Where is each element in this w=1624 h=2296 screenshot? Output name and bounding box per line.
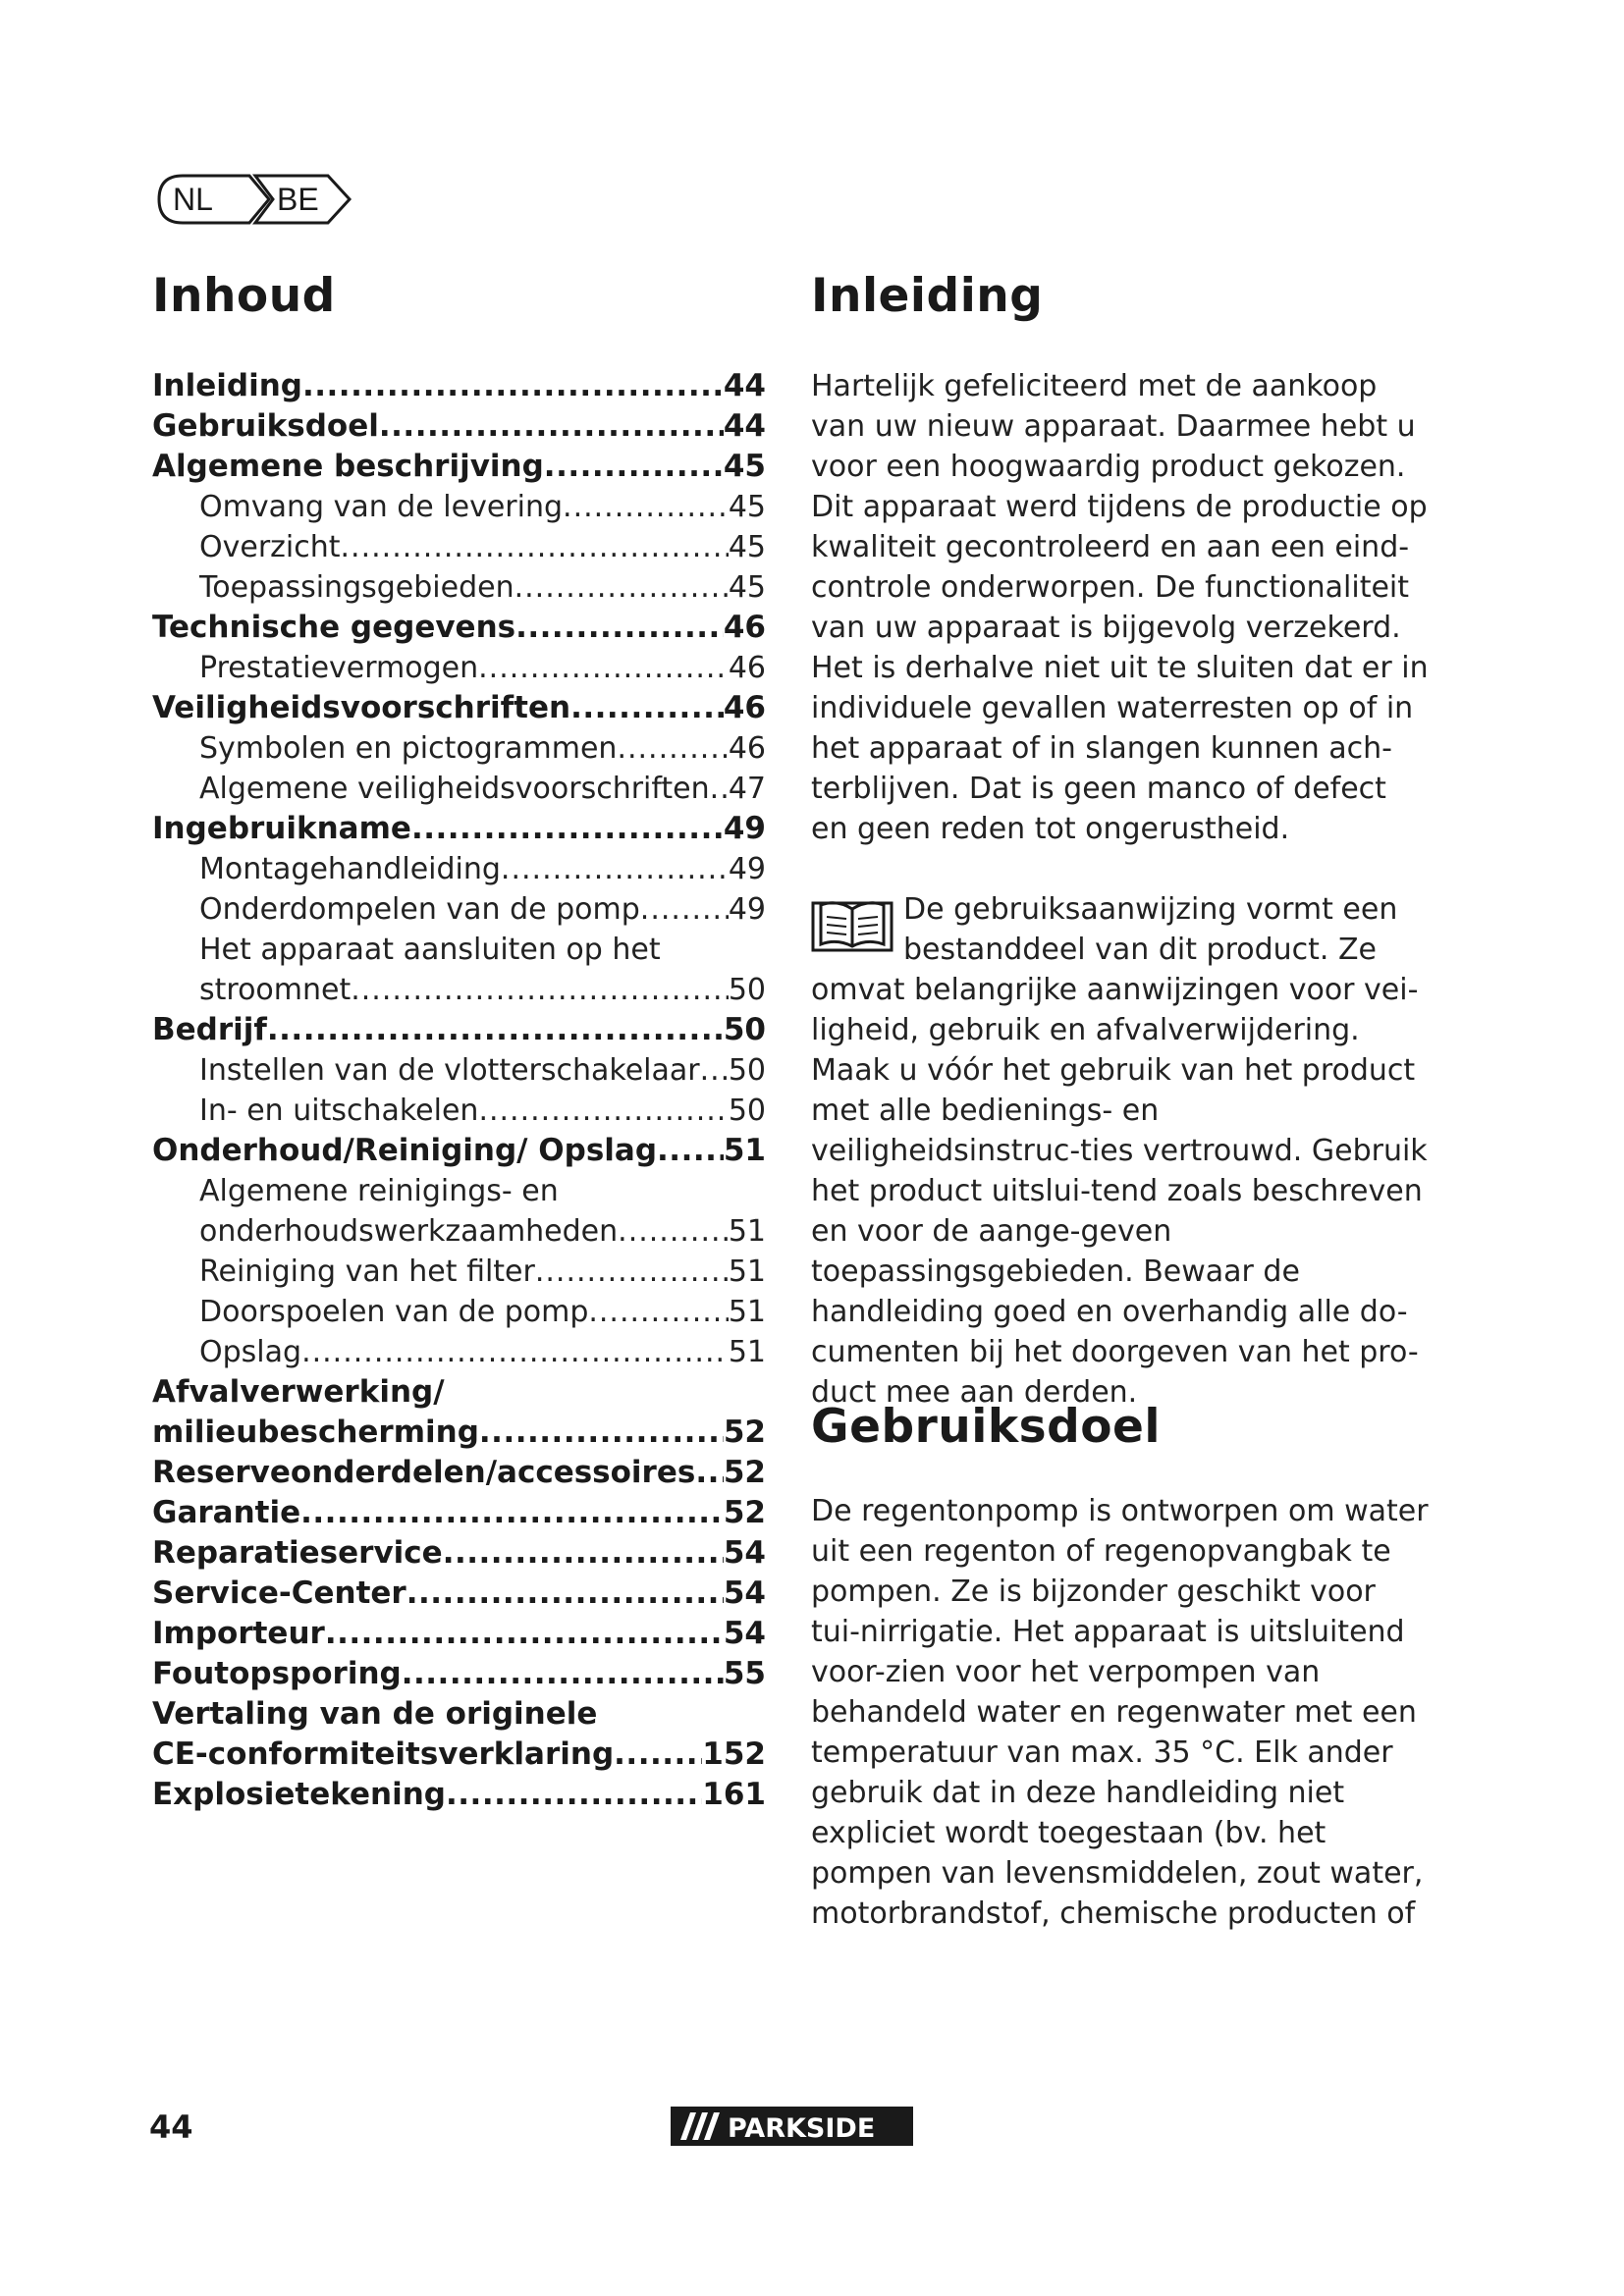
toc-entry-page: 51 <box>728 1335 766 1369</box>
toc-entry-page: 50 <box>728 1053 766 1088</box>
toc-entry-label: Gebruiksdoel <box>152 408 379 444</box>
toc-entry <box>152 1775 766 1815</box>
toc-entry-leader <box>588 1292 728 1332</box>
toc-entry <box>152 1413 766 1453</box>
toc-entry-page: 51 <box>728 1214 766 1249</box>
toc-entry-page: 46 <box>723 690 766 725</box>
toc-entry-page: 44 <box>723 408 766 444</box>
toc-entry-leader <box>267 1010 724 1050</box>
toc-entry-leader <box>535 1252 729 1292</box>
toc-entry-label: Explosietekening <box>152 1777 446 1812</box>
toc-entry <box>152 769 766 809</box>
toc-entry-page: 50 <box>728 973 766 1007</box>
intended-use-paragraph: De regentonpomp is ontworpen om water uit een regenton of regenopvangbak te pompen. Ze is bijzonder geschikt voor tui-nirrigatie. Het apparaat is uitsluitend voor-zien voor het verpompen van behandeld water en regenwater met een temperatuur van max. 35 °C. Elk ander gebruik dat in deze handleiding niet expliciet wordt toegestaan (bv. het pompen van levensmiddelen, zout water, motorbrandstof, chemische producten of <box>811 1494 1429 1931</box>
toc-entry-page: 152 <box>702 1736 766 1772</box>
toc-entry-label: Vertaling van de originele <box>152 1696 598 1732</box>
toc-entry-label: Algemene beschrijving <box>152 449 544 484</box>
toc-entry <box>152 1091 766 1131</box>
toc-entry <box>152 809 766 849</box>
toc-entry-leader <box>570 688 724 728</box>
toc-entry-label: Toepassingsgebieden <box>199 570 514 605</box>
toc-entry-page: 46 <box>728 651 766 685</box>
toc-entry-label: Prestatievermogen <box>199 651 479 685</box>
toc-entry-page: 55 <box>723 1656 766 1691</box>
toc-entry-label: stroomnet <box>199 973 352 1007</box>
toc-entry <box>152 728 766 769</box>
toc-entry <box>152 567 766 608</box>
toc-entry <box>152 1252 766 1292</box>
toc-entry-leader <box>446 1775 702 1815</box>
toc-entry-leader <box>563 487 729 527</box>
table-of-contents <box>152 366 766 1815</box>
toc-entry-label: CE-conformiteitsverklaring <box>152 1736 615 1772</box>
open-book-icon <box>811 893 893 952</box>
toc-entry-leader <box>617 728 728 769</box>
toc-entry-label: Het apparaat aansluiten op het <box>199 933 661 967</box>
toc-entry-leader <box>614 1735 702 1775</box>
toc-entry <box>152 1171 766 1211</box>
toc-entry-page: 54 <box>723 1535 766 1571</box>
toc-entry-page: 54 <box>723 1616 766 1651</box>
toc-entry <box>152 1533 766 1574</box>
toc-entry-leader <box>657 1131 724 1171</box>
toc-entry <box>152 1010 766 1050</box>
toc-entry-leader <box>301 1332 729 1372</box>
toc-entry-label: Doorspoelen van de pomp <box>199 1295 589 1329</box>
toc-entry <box>152 889 766 930</box>
toc-entry-label: milieubescherming <box>152 1415 479 1450</box>
toc-entry-page: 46 <box>728 731 766 766</box>
toc-entry-page: 49 <box>728 892 766 927</box>
toc-entry-leader <box>300 1493 724 1533</box>
toc-entry-leader <box>406 1574 724 1614</box>
toc-entry-leader <box>710 769 729 809</box>
toc-entry-label: Onderhoud/Reiniging/ Opslag <box>152 1133 658 1168</box>
introduction-paragraph: Hartelijk gefeliciteerd met de aankoop van uw nieuw apparaat. Daarmee hebt u voor een hoogwaardig product gekozen. Dit apparaat werd tijdens de productie op kwaliteit gecontroleerd en aan een eind-controle onderworpen. De functionaliteit van uw apparaat is bijgevolg verzekerd. Het is derhalve niet uit te sluiten dat er in individuele gevallen waterresten op of in het apparaat of in slangen kunnen ach-terblijven. Dat is geen manco of defect en geen reden tot ongerustheid. <box>811 369 1429 846</box>
toc-entry <box>152 1050 766 1091</box>
toc-entry-page: 51 <box>723 1133 766 1168</box>
toc-entry <box>152 1332 766 1372</box>
toc-entry-leader <box>302 366 724 406</box>
toc-entry-leader <box>325 1614 724 1654</box>
toc-entry-label: Algemene veiligheidsvoorschriften <box>199 772 710 806</box>
toc-entry-leader <box>402 1654 724 1694</box>
toc-entry-leader <box>618 1211 729 1252</box>
toc-entry <box>152 1614 766 1654</box>
brand-name: PARKSIDE <box>728 2113 876 2144</box>
toc-entry-leader <box>479 1413 724 1453</box>
toc-entry <box>152 849 766 889</box>
toc-entry-page: 45 <box>728 530 766 564</box>
toc-entry-label: Opslag <box>199 1335 302 1369</box>
toc-entry <box>152 366 766 406</box>
toc-entry <box>152 1735 766 1775</box>
toc-entry-label: Ingebruikname <box>152 811 411 846</box>
toc-entry <box>152 1292 766 1332</box>
toc-entry <box>152 648 766 688</box>
badge-nl: NL <box>173 182 213 217</box>
introduction-title: Inleiding <box>811 269 1044 323</box>
toc-entry-page: 47 <box>728 772 766 806</box>
toc-entry-label: In- en uitschakelen <box>199 1094 479 1128</box>
toc-entry <box>152 406 766 447</box>
toc-entry-label: Overzicht <box>199 530 341 564</box>
toc-entry-label: onderhoudswerkzaamheden <box>199 1214 619 1249</box>
toc-entry <box>152 930 766 970</box>
toc-entry-label: Symbolen en pictogrammen <box>199 731 618 766</box>
toc-entry-label: Technische gegevens <box>152 610 516 645</box>
toc-entry-page: 46 <box>723 610 766 645</box>
toc-entry <box>152 1131 766 1171</box>
toc-entry <box>152 1211 766 1252</box>
toc-entry-leader <box>640 889 729 930</box>
toc-entry <box>152 1694 766 1735</box>
toc-entry-leader <box>341 527 729 567</box>
toc-entry-leader <box>514 567 729 608</box>
toc-entry-leader <box>351 970 729 1010</box>
toc-entry-label: Reiniging van het filter <box>199 1255 535 1289</box>
toc-entry-label: Inleiding <box>152 368 302 403</box>
toc-entry-page: 54 <box>723 1575 766 1611</box>
manual-note-text: De gebruiksaanwijzing vormt een bestanddeel van dit product. Ze omvat belangrijke aanwijzingen voor vei-ligheid, gebruik en afvalverwijdering. Maak u vóór het gebruik van het product met alle bedienings- en veiligheidsinstruc-ties vertrouwd. Gebruik het product uitslui-tend zoals beschreven en voor de aange-geven toepassingsgebieden. Bewaar de handleiding goed en overhandig alle do-cumenten bij het doorgeven van het pro-duct mee aan derden. <box>811 892 1428 1410</box>
toc-entry-label: Service-Center <box>152 1575 406 1611</box>
toc-entry <box>152 1574 766 1614</box>
toc-entry <box>152 527 766 567</box>
toc-entry <box>152 447 766 487</box>
toc-entry-label: Bedrijf <box>152 1012 267 1047</box>
toc-entry-leader <box>443 1533 724 1574</box>
toc-entry-label: Reparatieservice <box>152 1535 443 1571</box>
toc-entry-leader <box>478 1091 728 1131</box>
toc-entry-label: Onderdompelen van de pomp <box>199 892 640 927</box>
toc-entry-page: 45 <box>728 490 766 524</box>
toc-entry <box>152 1654 766 1694</box>
language-badges <box>153 173 359 226</box>
toc-entry-label: Garantie <box>152 1495 301 1530</box>
toc-entry-page: 51 <box>728 1255 766 1289</box>
manual-note <box>811 889 1430 1413</box>
toc-entry-leader <box>379 406 724 447</box>
toc-entry-label: Omvang van de levering <box>199 490 564 524</box>
contents-title: Inhoud <box>152 269 336 323</box>
toc-entry-label: Foutopsporing <box>152 1656 402 1691</box>
toc-entry <box>152 1453 766 1493</box>
toc-entry-page: 45 <box>723 449 766 484</box>
toc-entry-page: 50 <box>728 1094 766 1128</box>
toc-entry-leader <box>544 447 724 487</box>
toc-entry-page: 52 <box>723 1415 766 1450</box>
toc-entry-page: 52 <box>723 1495 766 1530</box>
toc-entry-label: Importeur <box>152 1616 325 1651</box>
toc-entry-label: Afvalverwerking/ <box>152 1374 445 1410</box>
page-number: 44 <box>149 2109 193 2146</box>
toc-entry-leader <box>515 608 724 648</box>
brand-logo <box>671 2107 913 2146</box>
toc-entry-page: 49 <box>728 852 766 886</box>
toc-entry-page: 49 <box>723 811 766 846</box>
toc-entry-leader <box>700 1050 729 1091</box>
toc-entry-leader <box>411 809 724 849</box>
toc-entry-page: 45 <box>728 570 766 605</box>
toc-entry-page: 44 <box>723 368 766 403</box>
toc-entry <box>152 1493 766 1533</box>
toc-entry <box>152 970 766 1010</box>
toc-entry-leader <box>695 1453 724 1493</box>
toc-entry-label: Montagehandleiding <box>199 852 501 886</box>
toc-entry-page: 50 <box>723 1012 766 1047</box>
toc-entry <box>152 688 766 728</box>
toc-entry-leader <box>478 648 729 688</box>
toc-entry-label: Instellen van de vlotterschakelaar <box>199 1053 700 1088</box>
toc-entry-page: 51 <box>728 1295 766 1329</box>
toc-entry-page: 161 <box>702 1777 766 1812</box>
toc-entry-page: 52 <box>723 1455 766 1490</box>
toc-entry <box>152 1372 766 1413</box>
toc-entry-label: Reserveonderdelen/accessoires <box>152 1455 696 1490</box>
toc-entry-leader <box>501 849 729 889</box>
toc-entry-label: Veiligheidsvoorschriften <box>152 690 571 725</box>
toc-entry <box>152 487 766 527</box>
intended-use-title: Gebruiksdoel <box>811 1400 1161 1454</box>
toc-entry-label: Algemene reinigings- en <box>199 1174 559 1208</box>
toc-entry <box>152 608 766 648</box>
badge-be: BE <box>277 182 319 217</box>
